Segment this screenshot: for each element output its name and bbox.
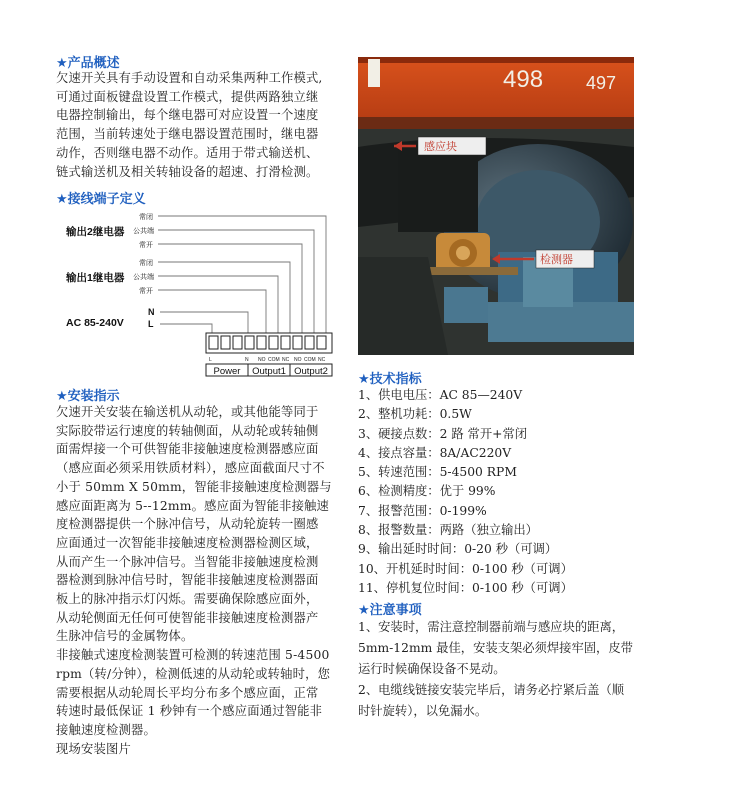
spec-item: 2、整机功耗：0.5W (358, 407, 472, 422)
sensing-block-label: 感应块 (424, 140, 457, 153)
install-line: 从动轮侧面无任何可使智能非接触速度检测器产 (56, 610, 319, 625)
install-line: 度检测器提供一个脉冲信号，从动轮旋转一圈感 (56, 517, 319, 532)
install-line: 生脉冲信号的金属物体。 (56, 629, 194, 644)
spec-item: 8、报警数量：两路（独立输出） (358, 523, 538, 538)
ac-label: AC 85-240V (66, 317, 124, 329)
install-line: 器检测到脉冲信号时，智能非接触速度检测器面 (56, 573, 319, 588)
spec-item: 4、接点容量：8A/AC220V (358, 445, 512, 460)
output1-label: Output1 (252, 366, 286, 377)
term-label: NC (318, 357, 326, 363)
r2-nc-label: 常闭 (139, 214, 153, 221)
overview-heading: ★产品概述 (56, 56, 120, 71)
term-label: COM (304, 357, 316, 363)
note-line: 时针旋转），以免漏水。 (358, 704, 488, 718)
install-line: （感应面必须采用铁质材料），感应面截面尺寸不 (56, 461, 325, 476)
specs-list (358, 386, 573, 598)
specs-heading: ★技术指标 (358, 372, 422, 387)
install-line: 欠速开关安装在输送机从动轮，或其他能等同于 (56, 405, 319, 419)
install-line: 转速时最低保证 1 秒钟有一个感应面通过智能非 (56, 704, 323, 719)
spec-item: 6、检测精度：优于 99% (358, 484, 496, 499)
relay1-label: 输出1继电器 (66, 272, 125, 284)
term-label: NO (294, 357, 302, 363)
r1-no-label: 常开 (139, 288, 153, 295)
install-line: 板上的脉冲指示灯闪烁。需要确保除感应面外， (56, 592, 319, 607)
overview-line: 欠速开关具有手动设置和自动采集两种工作模式, (56, 71, 323, 85)
n-label: N (148, 307, 155, 317)
railcar-number-497: 497 (586, 73, 617, 93)
install-line: 小于 50mm X 50mm，智能非接触速度检测器与 (56, 479, 332, 494)
notes-heading: ★注意事项 (358, 603, 422, 618)
install-line: 感应面距离为 5--12mm。感应面为智能非接触速 (56, 498, 330, 513)
railcar-number-498: 498 (503, 66, 544, 93)
overview-line: 可通过面板键盘设置工作模式，提供两路独立继 (56, 89, 319, 104)
install-text (56, 403, 332, 758)
detector-label: 检测器 (540, 253, 573, 266)
spec-item: 9、输出延时时间：0-20 秒（可调） (358, 542, 558, 557)
term-label: NC (282, 357, 290, 363)
output2-label: Output2 (294, 366, 328, 377)
term-label: COM (268, 357, 280, 363)
term-label: L (209, 357, 212, 363)
terminal-block (206, 333, 332, 377)
note-line: 5mm-12mm 最佳，安装支架必须焊接牢固，皮带 (358, 641, 633, 655)
relay2-label: 输出2继电器 (66, 226, 125, 238)
term-label: N (245, 357, 249, 363)
wiring-heading: ★接线端子定义 (56, 192, 146, 207)
install-line: 现场安装图片 (56, 741, 131, 756)
overview-line: 范围，当前转速处于继电器设置范围时，继电器 (56, 127, 319, 142)
overview-text (56, 69, 323, 181)
r1-com-label: 公共端 (133, 274, 154, 281)
install-line: 非接触式速度检测装置可检测的转速范围 5-4500 (56, 648, 330, 663)
spec-item: 3、硬接点数：2 路 常开+常闭 (358, 426, 528, 441)
install-line: 面需焊接一个可供智能非接触速度检测器感应面 (56, 442, 319, 457)
install-line: 实际胶带运行速度的转轴侧面，从动轮或转轴侧 (56, 423, 319, 438)
notes-list (358, 617, 688, 722)
note-line: 1、安装时，需注意控制器前端与感应块的距离， (358, 620, 625, 634)
r2-com-label: 公共端 (133, 228, 154, 235)
install-line: 需要根据从动轮周长平均分布多个感应面，正常 (56, 685, 319, 700)
spec-item: 5、转速范围：5-4500 RPM (358, 465, 517, 480)
power-label: Power (213, 366, 241, 377)
install-line: 应面通过一次智能非接触速度检测器检测区域， (56, 535, 319, 550)
spec-item: 10、开机延时时间：0-100 秒（可调） (358, 561, 573, 576)
l-label: L (148, 319, 154, 329)
r2-no-label: 常开 (139, 242, 153, 249)
spec-item: 7、报警范围：0-199% (358, 503, 487, 518)
note-line: 2、电缆线链接安装完毕后，请务必拧紧后盖（顺 (358, 683, 625, 697)
install-heading: ★安装指示 (56, 389, 120, 404)
term-label: NO (258, 357, 266, 363)
spec-item: 1、供电电压：AC 85—240V (358, 388, 523, 402)
wire-lines (158, 216, 326, 333)
installation-photo (358, 57, 634, 355)
wiring-diagram (56, 205, 346, 380)
install-line: rpm（转/分钟），检测低速的从动轮或转轴时，您 (56, 666, 331, 681)
install-line: 接触速度检测器。 (56, 722, 156, 737)
overview-line: 动作，否则继电器不动作。适用于带式输送机、 (56, 145, 319, 160)
install-line: 从而产生一个脉冲信号。当智能非接触速度检测 (56, 554, 319, 569)
spec-item: 11、停机复位时间：0-100 秒（可调） (358, 580, 573, 595)
overview-line: 电器控制输出，每个继电器可对应设置一个速度 (56, 108, 319, 123)
r1-nc-label: 常闭 (139, 260, 153, 267)
overview-line: 链式输送机及相关转轴设备的超速、打滑检测。 (56, 164, 319, 179)
note-line: 运行时候确保设备不晃动。 (358, 662, 506, 676)
